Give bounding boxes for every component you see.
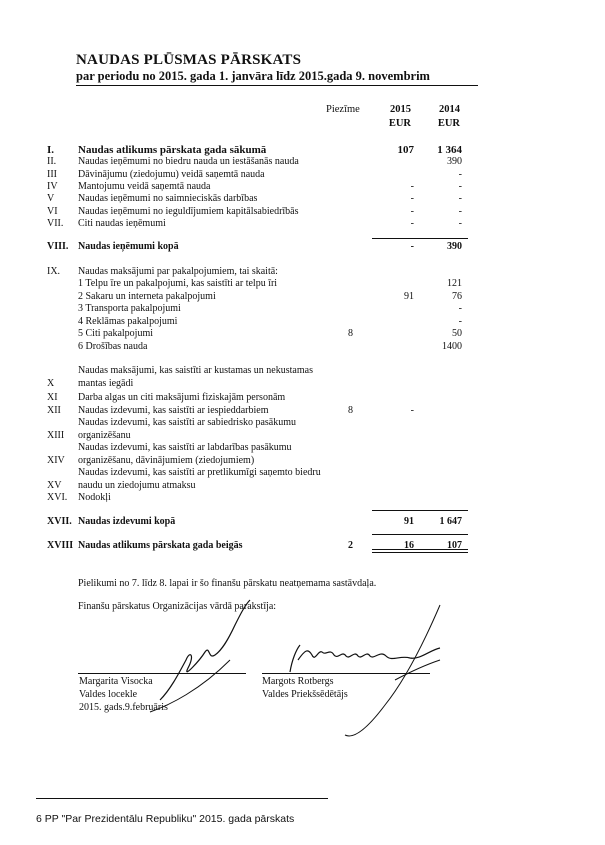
row-label: naudu un ziedojumu atmaksu (78, 480, 196, 491)
row-label: Naudas izdevumi, kas saistīti ar labdarības pasākumu (78, 442, 292, 453)
row-number: IV (47, 181, 58, 192)
signature-2-scribble (290, 645, 440, 672)
row-label: Naudas ieņēmumi no ieguldījumiem kapitālsabiedrībās (78, 206, 299, 217)
row-number: XII (47, 405, 61, 416)
row-note: 2 (348, 540, 353, 551)
column-header-2015-currency: EUR (388, 118, 411, 129)
signer2-role: Valdes Priekšsēdētājs (262, 689, 348, 700)
row-number: VIII. (47, 241, 69, 252)
signed-by-text: Finanšu pārskatus Organizācijas vārdā parakstīja: (78, 601, 277, 612)
signer1-date: 2015. gads.9.februāris (79, 702, 168, 713)
row-value-2015: - (410, 241, 414, 252)
signature-1-stroke (150, 660, 230, 712)
signer1-name: Margarita Visocka (79, 676, 153, 687)
row-number: X (47, 378, 55, 389)
row-label: 4 Reklāmas pakalpojumi (78, 316, 178, 327)
row-value-2015: - (410, 218, 414, 229)
row-value-2015: - (410, 181, 414, 192)
row-number: I. (47, 144, 55, 156)
row-label: Naudas ieņēmumi kopā (78, 241, 179, 252)
signature-1-scribble (160, 600, 250, 700)
row-value-2014: 1400 (442, 341, 462, 352)
row-label: Naudas maksājumi, kas saistīti ar kustamas un nekustamas (78, 365, 313, 376)
row-note: 8 (348, 405, 353, 416)
row-value-2014: 76 (452, 291, 462, 302)
footer-rule (36, 798, 328, 799)
row-label: Darba algas un citi maksājumi fiziskajām personām (78, 392, 286, 403)
row-number: XIV (47, 455, 65, 466)
column-header-2014-currency: EUR (437, 118, 460, 129)
row-number: II. (47, 156, 57, 167)
row-label: organizēšanu, dāvinājumiem (ziedojumiem) (78, 455, 255, 466)
row-value-2015: 91 (404, 291, 414, 302)
row-label: Naudas izdevumi kopā (78, 516, 176, 527)
column-header-2014: 2014 (439, 104, 460, 115)
row-value-2015: 91 (404, 516, 414, 527)
row-value-2014: - (458, 316, 462, 327)
row-value-2015: - (410, 206, 414, 217)
row-value-2014: - (458, 193, 462, 204)
row-value-2014: 1 647 (439, 516, 462, 527)
row-label: 3 Transporta pakalpojumi (78, 303, 181, 314)
row-label: Naudas atlikums pārskata gada beigās (78, 540, 243, 551)
row-number: XI (47, 392, 58, 403)
page-title: NAUDAS PLŪSMAS PĀRSKATS (76, 52, 302, 68)
row-value-2015: 16 (404, 540, 414, 551)
row-number: VII. (47, 218, 64, 229)
row-value-2015: - (410, 405, 414, 416)
row-label: Citi naudas ieņēmumi (78, 218, 166, 229)
row-label: 1 Telpu īre un pakalpojumi, kas saistīti ar telpu īri (78, 278, 278, 289)
signature-2-flourish (395, 660, 440, 680)
row-value-2014: 390 (447, 241, 462, 252)
row-label: Naudas izdevumi, kas saistīti ar sabiedrisko pasākumu (78, 417, 297, 428)
page-subtitle: par periodu no 2015. gada 1. janvāra līdz 2015.gada 9. novembrim (76, 69, 430, 83)
row-label: 2 Sakaru un interneta pakalpojumi (78, 291, 216, 302)
row-value-2014: - (458, 303, 462, 314)
column-header-2015: 2015 (390, 104, 411, 115)
signer2-name: Margots Rotbergs (262, 676, 334, 687)
row-label: Naudas atlikums pārskata gada sākumā (78, 144, 267, 156)
row-number: V (47, 193, 55, 204)
row-note: 8 (348, 328, 353, 339)
row-number: XIII (47, 430, 65, 441)
row-number: VI (47, 206, 58, 217)
row-value-2014: - (458, 218, 462, 229)
row-number: XVII. (47, 516, 72, 527)
row-number: XVIII (47, 540, 74, 551)
row-number: XV (47, 480, 62, 491)
row-label: Nodokļi (78, 492, 111, 503)
row-number: IX. (47, 266, 61, 277)
page-footer: 6 PP "Par Prezidentālu Republiku" 2015. gada pārskats (36, 813, 295, 825)
row-label: 6 Drošības nauda (78, 341, 148, 352)
row-label: Dāvinājumu (ziedojumu) veidā saņemtā nauda (78, 169, 265, 180)
row-label: Naudas ieņēmumi no biedru nauda un iestāšanās nauda (78, 156, 299, 167)
row-label: Naudas ieņēmumi no saimnieciskās darbības (78, 193, 258, 204)
attachments-note: Pielikumi no 7. līdz 8. lapai ir šo finanšu pārskatu neatņemama sastāvdaļa. (78, 578, 377, 589)
row-label: mantas iegādi (78, 378, 134, 389)
row-label: 5 Citi pakalpojumi (78, 328, 153, 339)
row-value-2014: 107 (447, 540, 462, 551)
signer1-role: Valdes locekle (79, 689, 138, 700)
row-value-2014: 1 364 (437, 144, 462, 156)
row-number: III (47, 169, 57, 180)
row-value-2014: 121 (447, 278, 462, 289)
column-header-note: Piezīme (326, 104, 360, 115)
row-label: Mantojumu veidā saņemtā nauda (78, 181, 211, 192)
row-label: Naudas maksājumi par pakalpojumiem, tai skaitā: (78, 266, 278, 277)
row-label: Naudas izdevumi, kas saistīti ar pretlikumīgi saņemto biedru (78, 467, 321, 478)
row-label: Naudas izdevumi, kas saistīti ar iespieddarbiem (78, 405, 269, 416)
row-value-2014: 50 (452, 328, 462, 339)
row-value-2014: 390 (447, 156, 462, 167)
row-value-2014: - (458, 206, 462, 217)
row-label: organizēšanu (78, 430, 131, 441)
row-value-2014: - (458, 169, 462, 180)
signature-2-stroke (345, 605, 440, 736)
row-value-2015: - (410, 193, 414, 204)
row-value-2015: 107 (397, 144, 414, 156)
row-value-2014: - (458, 181, 462, 192)
row-number: XVI. (47, 492, 68, 503)
